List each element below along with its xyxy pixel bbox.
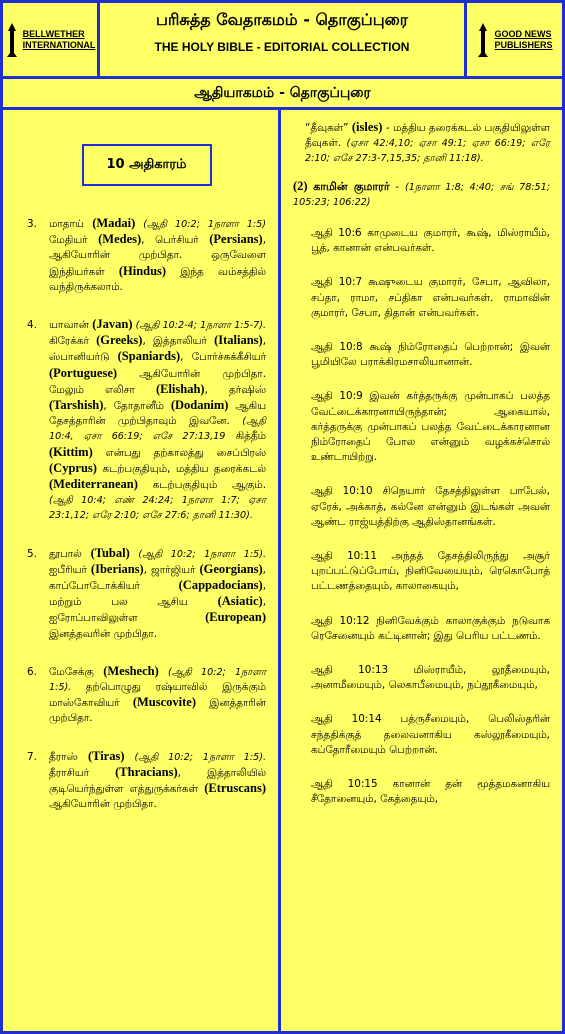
verse-entry: ஆதி 10:15 கானான் தன் மூத்தமகனாகிய சீதோனையும், கேத்தையும், [311, 778, 550, 806]
english-term: (Greeks) [96, 333, 143, 348]
body-text: யாவான் [49, 319, 93, 332]
body-text: கடற்பகுதியும், மத்திய தரைக்கடல் [96, 462, 266, 475]
good-news-logo [467, 3, 562, 76]
body-text: இனத்தவரின் முற்பிதா. [49, 627, 158, 640]
body-text: , இத்தாலியில் குடியெர்ந்துள்ள எத்துருக்கர்கள் [49, 766, 266, 796]
section-title [3, 79, 562, 107]
english-term: (Thracians) [115, 764, 178, 779]
english-term: (Tarshish) [49, 398, 104, 413]
english-term: (European) [205, 610, 266, 625]
body-text: , பெர்சியர் [141, 234, 210, 247]
verse-entry: ஆதி 10:6 காமுடைய குமாரர், கூஷ், மிஸ்ராயீம், பூத், கானான் என்பவர்கள். [311, 227, 550, 255]
scripture-reference: (ஆதி 10:2; 1நாளா 1:5) [135, 219, 266, 230]
scripture-reference: (ஆதி 10:4; எண் 24:24; 1நாளா 1:7; ஏசா 23:1,12; எரே 2:10; எசே 27:6; தானி 11:30). [49, 495, 266, 522]
english-term: (Asiatic) [217, 594, 263, 609]
left-entries [27, 216, 266, 813]
english-term: (Mediterranean) [49, 477, 138, 492]
isles-note [293, 120, 550, 167]
body-text: ஐபீரியர் [49, 563, 91, 576]
left-logo-line1: BELLWETHER [22, 28, 85, 39]
verse-entry: ஆதி 10:7 கூஷுடைய குமாரர், சேபா, ஆவிலா, சப்தா, ராமா, சப்திகா என்பவர்கள். ராமாவின் குமாரர், சேபா, திதான் என்பவர்கள். [311, 276, 550, 319]
body-text: இனத்தாரின் முற்பிதா. [49, 697, 266, 725]
english-term: (Cyprus) [49, 460, 97, 475]
scripture-reference: (ஆதி 10:2-4; 1நாளா 1:5-7). [132, 320, 267, 332]
verse-entry: ஆதி 10:13 மிஸ்ராயீம், லூதீமையும், அனாமீமையும், லெகாபீமையும், நப்தூகீமையும், [311, 664, 550, 692]
entry-number: 4. [27, 319, 37, 332]
descendant-entry [27, 749, 266, 813]
scripture-reference: (ஆதி 10:2; 1நாளா 1:5). [129, 548, 266, 560]
english-term: (Medes) [98, 232, 142, 247]
body-text: என்பது தற்காலத்து சைப்பிரஸ் [92, 446, 266, 459]
english-term: (Portuguese) [49, 365, 118, 380]
ham-sons-heading [293, 179, 550, 210]
scripture-reference: (ஏசா 42:4,10; ஏசா 49:1; ஏசா 66:19; எரே 2:10; எசே 27:3-7,15,35; தானி 11:18). [305, 138, 551, 165]
entry-number: 3. [27, 218, 37, 230]
scripture-reference: (ஆதி 10:2; 1நாளா 1:5). [49, 666, 266, 694]
english-term: (isles) [351, 120, 383, 134]
body-text: கிரேக்கர் [49, 335, 97, 348]
english-term: (Cappadocians) [178, 578, 263, 593]
english-term: (Madai) [92, 216, 136, 230]
entry-number: 7. [27, 750, 37, 763]
right-column [281, 110, 562, 1031]
english-term: (Muscovite) [132, 695, 197, 710]
scripture-reference: (1நாளா 1:8; 4:40; சங் 78:51; 105:23; 106:22) [293, 181, 550, 208]
english-term: (Persians) [209, 232, 263, 247]
body-text: தூபால் [49, 547, 91, 560]
body-text: தீராசியர் [49, 766, 116, 779]
english-term: (Kittim) [49, 444, 93, 459]
body-text: தீராஸ் [49, 750, 88, 763]
english-term: (Italians) [214, 333, 263, 348]
english-term: (Etruscans) [204, 781, 266, 796]
body-text: ஆகியோரின் முற்பிதா. மேலும் எலிசா [49, 367, 266, 396]
body-text: ஆகிய தேசத்தாரின் முற்பிதாவும் இவனே. [49, 400, 266, 428]
body-text: , தர்ஷிஸ் [204, 383, 266, 396]
header-title-box [100, 3, 464, 76]
body-text: - மத்திய தரைக்கடல் பகுதியிலுள்ள தீவுகள். [305, 122, 550, 150]
body-text: , ஜார்ஜியர் [143, 563, 200, 576]
verse-entry: ஆதி 10:12 நினிவேக்கும் காலாகுக்கும் நடுவாக ரெசேனையும் கட்டினான்; இது பெரிய பட்டணம். [311, 614, 550, 642]
english-term: (Meshech) [103, 663, 159, 678]
bellwether-logo [3, 3, 97, 76]
body-text: ஆகியோரின் முற்பிதா. [49, 798, 157, 811]
body-text: , காப்போடோக்கியர் [49, 563, 266, 593]
english-term: (Iberians) [90, 561, 144, 576]
descendant-entry [27, 317, 266, 524]
left-column [3, 110, 278, 1031]
body-text: , ஐரோப்பாவிலுள்ள [49, 596, 266, 625]
body-text: கித்தீம் [235, 430, 266, 443]
english-term: (Tubal) [90, 545, 130, 560]
heading-text: காமின் குமாரர் [313, 179, 390, 193]
verse-entry: ஆதி 10:8 கூஷ் நிம்ரோதைப் பெற்றான்; இவன் பூமியிலே பராக்கிரமசாலியானான். [311, 341, 550, 369]
body-text: மேதியர் [49, 234, 99, 247]
body-text: , போர்ச்சுக்கீசியர் [180, 351, 267, 364]
verse-entry: ஆதி 10:9 இவன் கர்த்தருக்கு முன்பாகப் பலத்த வேட்டைக்காரனாயிருந்தான்; ஆகையால், கர்த்தருக்கு முன்பாகப் பலத்த வேட்டைக்காரனான நிம்ரோதைப் போல என்னும் வழக்கச்சொல் உண்டாயிற்று. [311, 390, 550, 464]
scripture-reference: (ஆதி 10:2; 1நாளா 1:5). [124, 751, 266, 763]
torch-icon [476, 23, 490, 57]
english-term: (Spaniards) [117, 349, 181, 364]
body-text: , இத்தாலியர் [142, 335, 215, 348]
descendant-entry [27, 546, 266, 642]
section-title-text: ஆதியாகமம் - தொகுப்புரை [194, 85, 371, 101]
verse-entry: ஆதி 10:14 பத்ருசீமையும், பெலிஸ்தரின் சந்ததிக்குத் தலைவனாகிய கஸ்லூகீமையும், கப்தோரீமையும் பெற்றான். [311, 713, 550, 756]
english-term: (Elishah) [155, 381, 205, 396]
body-text: - [389, 180, 405, 193]
english-term: (Tiras) [87, 748, 125, 763]
entry-number: 6. [27, 665, 37, 678]
english-term: (Javan) [92, 317, 133, 332]
body-text: கடற்பகுதியும் ஆகும். [137, 479, 266, 492]
page-title-english: THE HOLY BIBLE - EDITORIAL COLLECTION [154, 40, 410, 54]
english-term: (Hindus) [118, 263, 167, 278]
right-logo-line1: GOOD NEWS [494, 28, 552, 39]
body-text: , தோதானீம் [103, 400, 171, 413]
body-text: இந்த வம்சத்தில் வந்திருக்கலாம். [49, 265, 266, 293]
english-term: (Georgians) [199, 561, 263, 576]
english-term: (2) [293, 178, 314, 193]
body-text: , மற்றும் பல ஆசிய [49, 580, 266, 609]
body-text: தற்பொழுது ரஷ்யாவில் இருக்கும் மாஸ்கோவியர் [49, 681, 266, 710]
verse-entry: ஆதி 10:11 அந்தத் தேசத்திலிருந்து அசூர் புறப்பட்டுப்போய், நினிவேயையும், ரெகொபோத் பட்டணத்தையும், காலாகையும், [311, 550, 550, 593]
chapter-label: 10 அதிகாரம் [82, 144, 212, 186]
verse-entry: ஆதி 10:10 சிநெயார் தேசத்திலுள்ள பாபேல், ஏரேக், அக்காத், கல்னே என்னும் இடங்கள் அவன் ஆண்ட ராஜ்யத்திற்கு ஆதிஸ்தானங்கள். [311, 485, 550, 528]
right-entries [293, 226, 550, 807]
english-term: (Dodanim) [170, 398, 229, 413]
descendant-entry [27, 664, 266, 727]
body-text: , ஆகியோரின் முற்பிதா. ஒருவேளை இந்தியர்கள் [49, 234, 266, 278]
body-text: , ஸ்பானியர்டு [49, 335, 266, 364]
scripture-reference: (ஆதி 10:4, ஏசா 66:19; எசே 27:13,19 [49, 416, 266, 443]
body-text: மாதாய் [49, 218, 93, 230]
entry-number: 5. [27, 547, 37, 560]
descendant-entry [27, 216, 266, 295]
right-logo-line2: PUBLISHERS [494, 39, 553, 50]
page-title-tamil: பரிசுத்த வேதாகமம் - தொகுப்புரை [155, 10, 409, 29]
body-text: “தீவுகள்” [305, 122, 352, 134]
body-text: மேசேக்கு [49, 665, 104, 678]
left-logo-line2: INTERNATIONAL [22, 39, 96, 50]
torch-icon [5, 23, 19, 57]
